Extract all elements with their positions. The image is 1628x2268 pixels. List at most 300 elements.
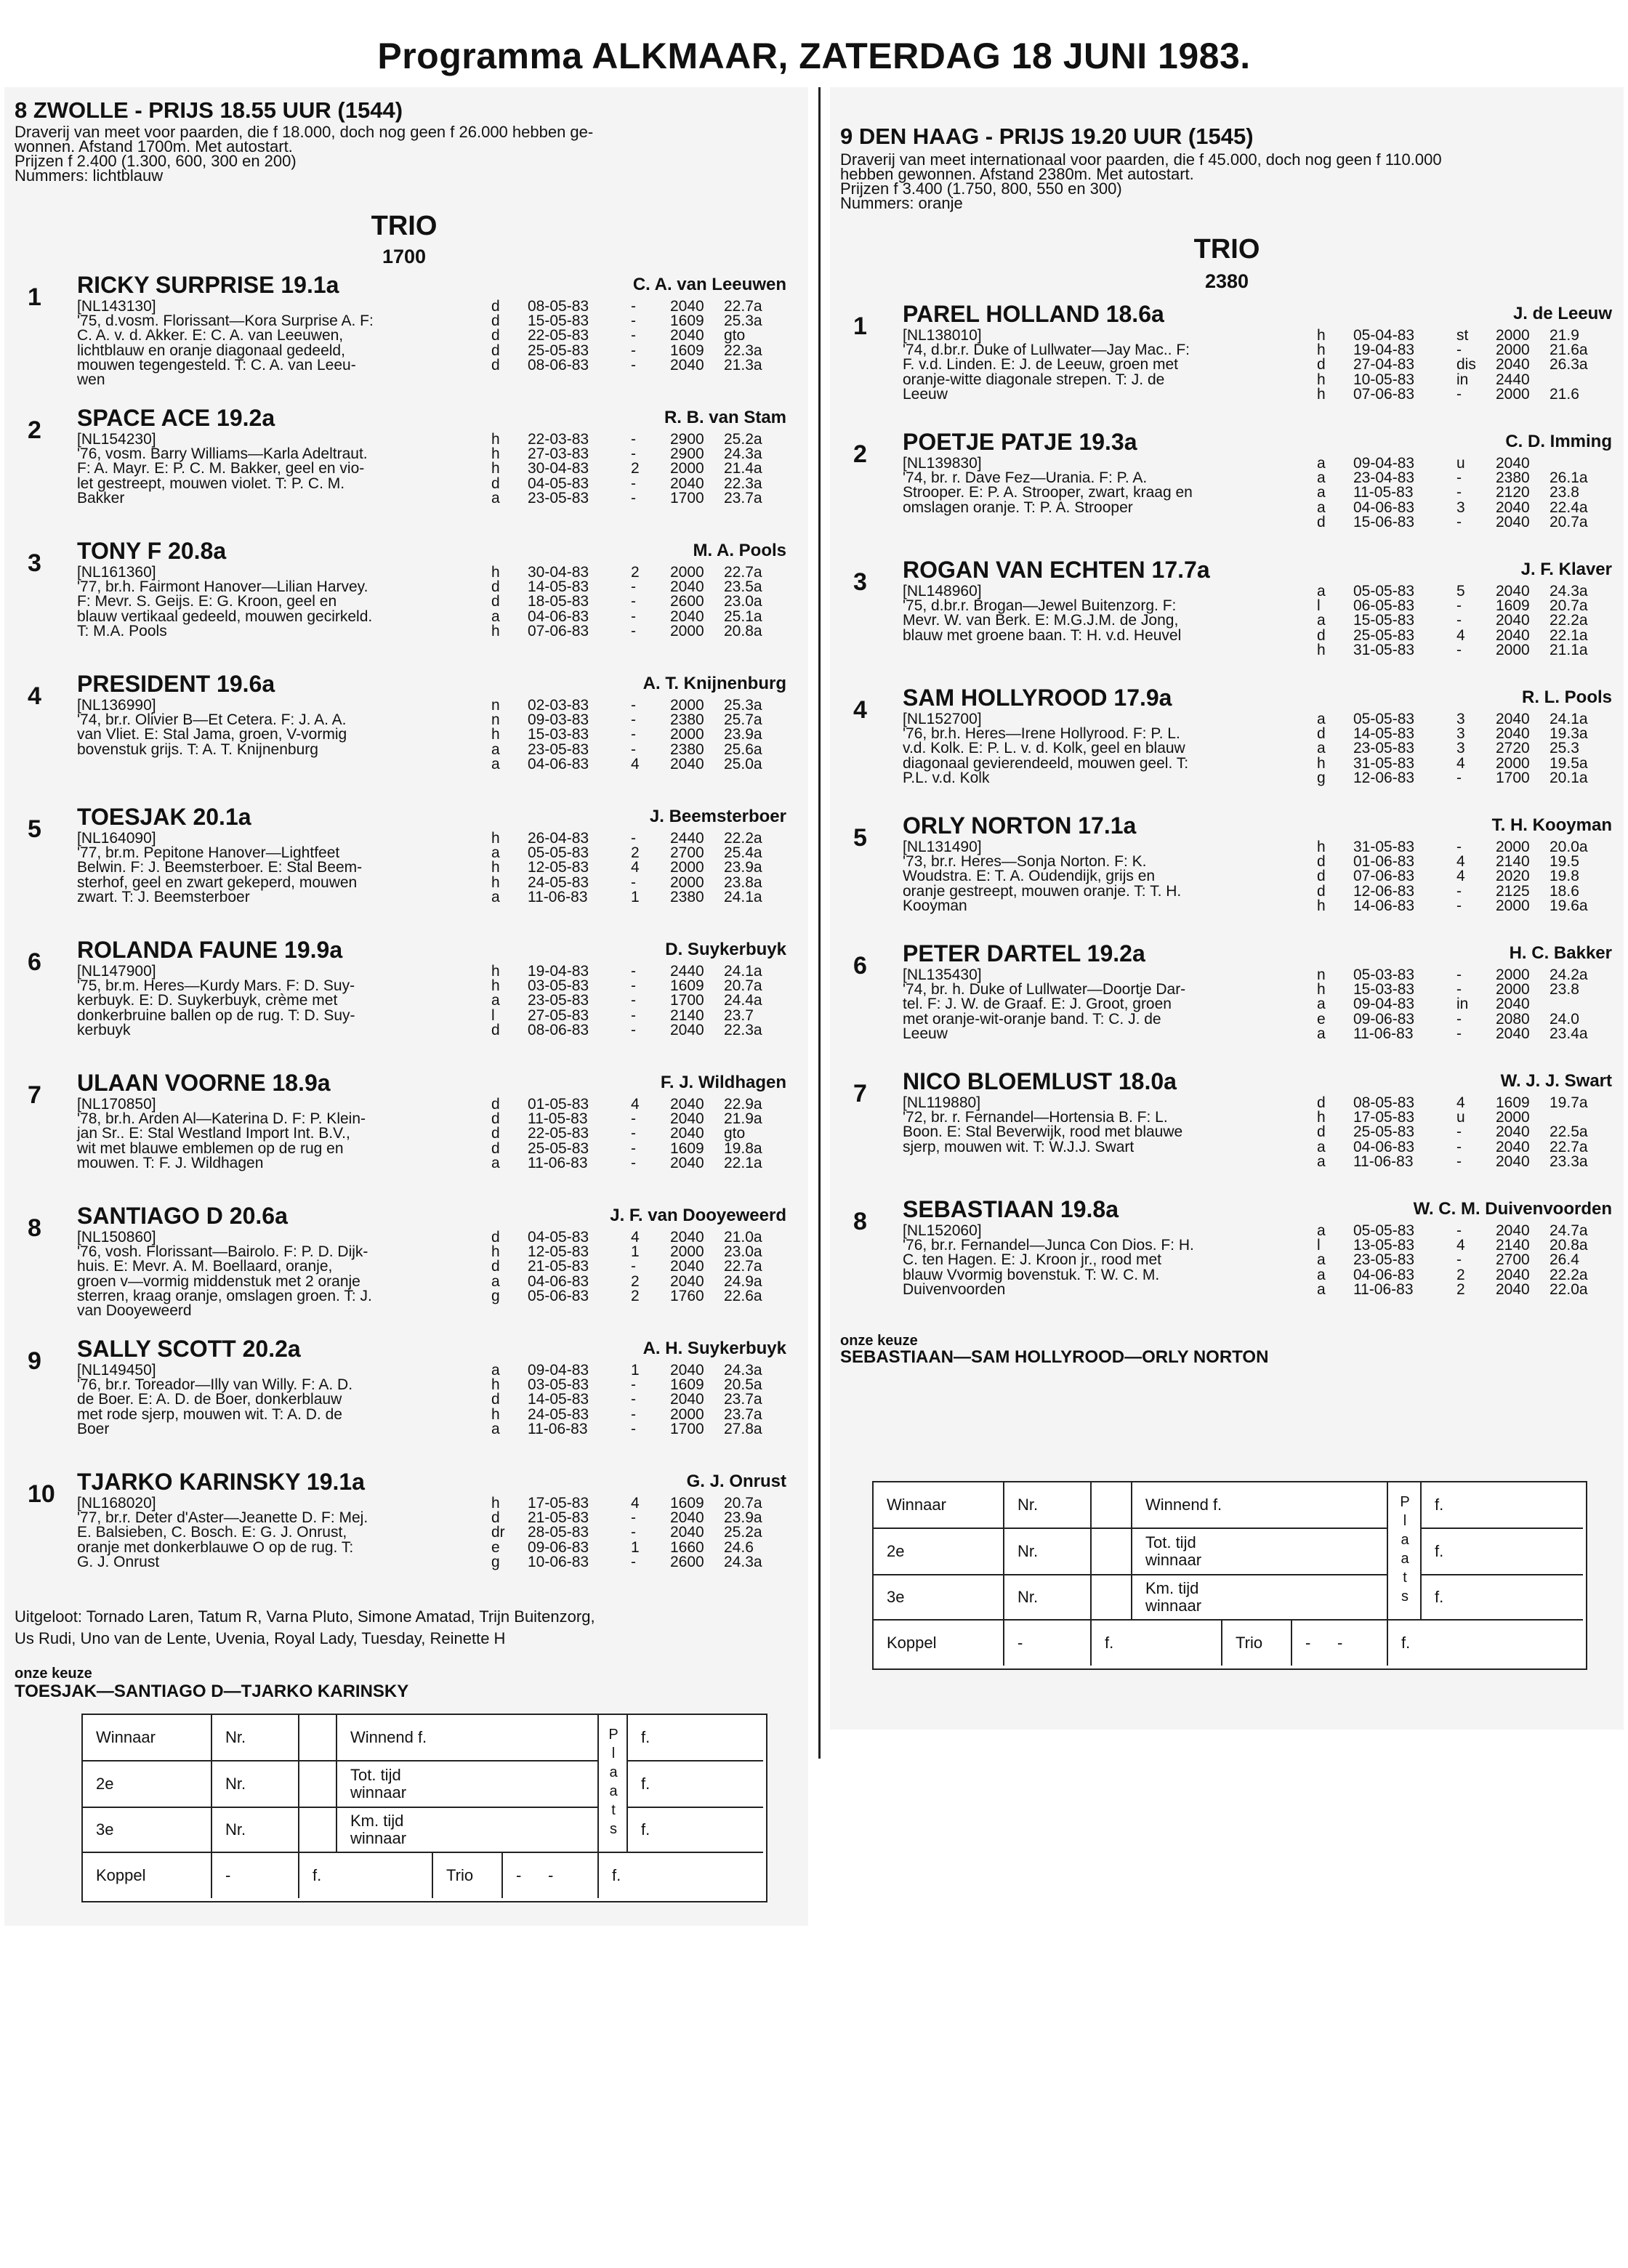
placing: - [1456, 342, 1462, 359]
race-8-column [4, 87, 808, 1926]
race-distance: 2720 [1496, 740, 1530, 757]
bet-nr-field[interactable] [1092, 1482, 1132, 1529]
race-distance: 2040 [670, 1524, 704, 1541]
km-time: 22.4a [1550, 499, 1588, 516]
horse-trainer: W. J. J. Swart [1500, 1071, 1612, 1091]
race-distance: 2000 [1496, 1109, 1530, 1126]
horse-number: 4 [853, 696, 867, 724]
km-time: 26.4 [1550, 1251, 1579, 1269]
horse-name: PAREL HOLLAND 18.6a [903, 301, 1164, 327]
placing: 4 [1456, 853, 1465, 871]
race-distance: 2040 [1496, 1025, 1530, 1042]
race-distance: 1700 [670, 992, 704, 1009]
bet-plaats-f-2[interactable]: f. [628, 1761, 763, 1808]
horse-trainer: J. de Leeuw [1512, 304, 1612, 323]
placing: 2 [631, 844, 640, 862]
race-9-info: Draverij van meet internationaal voor paarden, die f 45.000, doch nog geen f 110.000 hebben gewonnen. Afstand 2380m. Met autostart. Prijzen f 3.400 (1.750, 800, 550 en 300) Nummers: oranje [840, 150, 1442, 212]
bet-nr-field[interactable] [299, 1808, 337, 1853]
horse-description: [NL119880] '72, br. r. Fernandel—Hortensia B. F: L. Boon. E: Stal Beverwijk, rood met blauwe sjerp, mouwen wit. T: W.J.J. Swart [903, 1094, 1183, 1155]
placing: - [1456, 1251, 1462, 1269]
km-time: 21.0a [724, 1229, 762, 1246]
km-time: 23.8a [724, 873, 762, 891]
placing: - [631, 608, 636, 625]
race-date: 22-03-83 [528, 431, 589, 448]
placing: 4 [1456, 868, 1465, 885]
race-distance: 2040 [670, 1362, 704, 1379]
race-distance: 2000 [670, 697, 704, 714]
track-code: h [1317, 327, 1326, 344]
bet-koppel-dash: - [212, 1853, 299, 1898]
horse-description: [NL152060] '76, br.r. Fernandel—Junca Con Dios. F: H. C. ten Hagen. E: J. Kroon jr., rood met blauw Vvormig bovenstuk. T: W. C. M. Duivenvoorden [903, 1222, 1194, 1298]
horse-trainer: A. H. Suykerbuyk [642, 1339, 786, 1358]
race-date: 11-06-83 [1353, 1280, 1414, 1298]
km-time: 24.3a [724, 1362, 762, 1379]
km-time: 22.3a [724, 475, 762, 492]
race-date: 23-05-83 [528, 489, 589, 507]
bet-plaats-label: P l a a t s [608, 1727, 618, 1837]
race-date: 05-05-83 [1353, 711, 1415, 727]
race-distance: 2040 [1496, 1153, 1530, 1170]
km-time: 24.4a [724, 992, 762, 1009]
track-code: a [1317, 996, 1326, 1013]
horse-name: TJARKO KARINSKY 19.1a [77, 1469, 365, 1495]
bet-koppel-f[interactable]: f. [1092, 1621, 1222, 1666]
race-distance: 2000 [670, 873, 704, 891]
race-distance: 2140 [1496, 1237, 1530, 1254]
track-code: a [1317, 1222, 1326, 1239]
race-distance: 2040 [1496, 1138, 1530, 1155]
bet-winnend-label: Winnend f. [337, 1715, 599, 1761]
bet-tot-tijd-label: Tot. tijd winnaar [337, 1761, 599, 1808]
page-title: Programma ALKMAAR, ZATERDAG 18 JUNI 1983. [377, 36, 1251, 76]
km-time: 21.6 [1550, 385, 1579, 403]
km-time: 25.4a [724, 844, 762, 862]
horse-trainer: D. Suykerbuyk [665, 940, 786, 959]
km-time: 19.5a [1550, 754, 1588, 772]
km-time: 23.7 [724, 1006, 754, 1024]
track-code: a [1317, 499, 1326, 516]
track-code: a [491, 608, 500, 625]
placing: - [1456, 385, 1462, 403]
race-distance: 1609 [1496, 1094, 1530, 1111]
race-date: 10-06-83 [528, 1553, 589, 1570]
track-code: e [491, 1538, 500, 1556]
placing: - [631, 977, 636, 995]
race-date: 21-05-83 [528, 1509, 589, 1527]
km-time: 25.3a [724, 697, 762, 714]
track-code: a [1317, 740, 1326, 757]
placing: - [1456, 981, 1462, 998]
race-8-header: 8 ZWOLLE - PRIJS 18.55 UUR (1544) [15, 97, 403, 123]
horse-name: RICKY SURPRISE 19.1a [77, 272, 339, 298]
race-distance: 2125 [1496, 882, 1530, 900]
race-distance: 2000 [670, 859, 704, 876]
horse-trainer: J. F. Klaver [1520, 560, 1612, 579]
placing: - [631, 1391, 636, 1408]
track-code: h [1317, 839, 1326, 855]
bet-trio-dashes: - - [503, 1853, 599, 1898]
placing: - [1456, 769, 1462, 786]
placing: - [631, 489, 636, 507]
placing: in [1456, 996, 1469, 1013]
race-distance: 2040 [670, 1509, 704, 1527]
race-date: 09-04-83 [1353, 996, 1415, 1013]
horse-entry [830, 429, 1622, 552]
km-time: 22.7a [724, 1258, 762, 1275]
placing: 4 [631, 1495, 640, 1512]
horse-description: [NL136990] '74, br.r. Olivier B—Et Cetera. F: J. A. A. van Vliet. E: Stal Jama, groen, V-vormig bovenstuk grijs. T: A. T. Knijnenburg [77, 697, 347, 758]
track-code: h [491, 859, 500, 876]
placing: - [631, 1376, 636, 1394]
bet-winnend-label: Winnend f. [1132, 1482, 1388, 1529]
km-time: 23.8 [1550, 981, 1579, 998]
race-date: 27-04-83 [1353, 356, 1415, 374]
bet-nr-field[interactable] [299, 1761, 337, 1808]
bet-plaats-f-2[interactable]: f. [1422, 1529, 1583, 1575]
race-date: 09-04-83 [528, 1362, 589, 1379]
track-code: d [491, 312, 500, 330]
placing: - [1456, 882, 1462, 900]
track-code: n [491, 711, 500, 729]
km-time: 22.5a [1550, 1123, 1588, 1141]
race-9-column [830, 87, 1624, 1730]
bet-trio-f[interactable]: f. [1401, 1634, 1411, 1652]
race-distance: 2040 [670, 1272, 704, 1290]
horse-description: [NL168020] '77, br.r. Deter d'Aster—Jeanette D. F: Mej. E. Balsieben, C. Bosch. E: G. J. Onrust, oranje met donkerblauwe O op de rug. T: G. J. Onrust [77, 1495, 368, 1570]
placing: 4 [631, 1096, 640, 1113]
placing: - [631, 593, 636, 610]
placing: - [1456, 897, 1462, 914]
km-time: 22.6a [724, 1287, 762, 1304]
bet-derde-label: 3e [83, 1808, 212, 1853]
horse-entry [4, 1469, 797, 1592]
race-distance: 2040 [1496, 725, 1530, 743]
bet-koppel-f[interactable]: f. [299, 1853, 433, 1898]
placing: - [631, 356, 636, 374]
race-distance: 1700 [670, 489, 704, 507]
km-time: 23.8 [1550, 484, 1579, 501]
bet-plaats-f-1[interactable]: f. [628, 1715, 763, 1761]
race-distance: 2000 [670, 726, 704, 743]
km-time: 19.8a [724, 1139, 762, 1157]
race-date: 11-06-83 [528, 888, 588, 905]
race-distance: 1700 [670, 1420, 704, 1437]
horse-trainer: J. F. van Dooyeweerd [610, 1206, 786, 1225]
track-code: a [1317, 469, 1326, 487]
km-time: 20.7a [1550, 513, 1588, 530]
track-code: n [1317, 966, 1326, 983]
km-time: 23.3a [1550, 1153, 1588, 1170]
bet-plaats-f-3[interactable]: f. [1422, 1575, 1583, 1621]
bet-trio-f[interactable]: f. [612, 1866, 621, 1884]
placing: - [631, 963, 636, 980]
race-8-distance: 1700 [382, 246, 427, 267]
placing: - [631, 445, 636, 463]
race-date: 11-06-83 [528, 1420, 588, 1437]
race-distance: 2120 [1496, 484, 1530, 501]
horse-description: [NL148960] '75, d.br.r. Brogan—Jewel Buitenzorg. F: Mevr. W. van Berk. E: M.G.J.M. de Jong, blauw met groene baan. T: H. v.d. Heuvel [903, 583, 1182, 644]
race-distance: 2000 [1496, 342, 1530, 359]
race-distance: 2040 [670, 755, 704, 772]
horse-number: 7 [28, 1081, 41, 1109]
horse-entry [830, 940, 1622, 1064]
race-8-uitgeloot: Uitgeloot: Tornado Laren, Tatum R, Varna Pluto, Simone Amatad, Trijn Buitenzorg, Us Rudi, Uno van de Lente, Uvenia, Royal Lady, Tuesday, Reinette H [15, 1607, 595, 1647]
race-date: 11-05-83 [528, 1110, 588, 1128]
bet-plaats-f-3[interactable]: f. [628, 1808, 763, 1853]
race-date: 04-06-83 [528, 1272, 589, 1290]
race-date: 11-06-83 [528, 1154, 588, 1171]
horse-name: SEBASTIAAN 19.8a [903, 1196, 1119, 1222]
track-code: h [491, 460, 500, 477]
race-date: 31-05-83 [1353, 641, 1415, 658]
race-date: 13-05-83 [1353, 1237, 1415, 1254]
race-9-distance: 2380 [1204, 270, 1249, 292]
race-distance: 2380 [670, 888, 704, 905]
horse-number: 3 [853, 568, 867, 596]
placing: - [631, 1006, 636, 1024]
track-code: d [491, 1258, 500, 1275]
race-date: 23-05-83 [1353, 740, 1415, 757]
column-divider [818, 87, 821, 1759]
km-time: 23.4a [1550, 1025, 1588, 1042]
placing: - [1456, 1138, 1462, 1155]
track-code: h [491, 1376, 500, 1394]
km-time: 24.3a [724, 1553, 762, 1570]
horse-entry [4, 1203, 797, 1326]
horse-trainer: A. T. Knijnenburg [642, 674, 786, 693]
km-time: 19.5 [1550, 853, 1579, 871]
placing: 4 [631, 859, 640, 876]
race-date: 15-03-83 [1353, 981, 1415, 998]
placing: 4 [1456, 754, 1465, 772]
km-time: 25.3a [724, 312, 762, 330]
track-code: d [491, 1021, 500, 1038]
horse-trainer: G. J. Onrust [686, 1472, 786, 1491]
race-distance: 2380 [670, 740, 704, 758]
placing: 2 [631, 1287, 640, 1304]
km-time: 22.2a [1550, 612, 1588, 629]
track-code: d [1317, 356, 1326, 374]
bet-nr-field[interactable] [299, 1715, 337, 1761]
race-date: 07-06-83 [1353, 868, 1415, 885]
track-code: h [491, 564, 500, 581]
km-time: 22.3a [724, 342, 762, 359]
race-date: 22-05-83 [528, 327, 589, 344]
placing: 2 [1456, 1266, 1465, 1283]
track-code: d [491, 327, 500, 344]
km-time: 24.0 [1550, 1010, 1579, 1028]
race-date: 08-06-83 [528, 1021, 589, 1038]
race-distance: 2040 [1496, 583, 1530, 600]
km-time: 21.6a [1550, 342, 1588, 359]
horse-number: 8 [28, 1214, 41, 1242]
track-code: a [491, 844, 500, 862]
race-date: 27-05-83 [528, 1006, 589, 1024]
horse-number: 3 [28, 549, 41, 577]
placing: 3 [1456, 499, 1465, 516]
placing: - [631, 327, 636, 344]
race-date: 03-05-83 [528, 1376, 589, 1394]
race-distance: 1609 [1496, 597, 1530, 615]
track-code: n [491, 697, 500, 714]
bet-plaats-f-1[interactable]: f. [1422, 1482, 1583, 1529]
race-distance: 2000 [1496, 897, 1530, 914]
horse-trainer: R. L. Pools [1521, 687, 1612, 707]
track-code: d [1317, 626, 1326, 644]
race-distance: 2440 [1496, 371, 1530, 388]
km-time: 23.7a [724, 1405, 762, 1423]
km-time: 22.2a [1550, 1266, 1588, 1283]
bet-nr-label: Nr. [212, 1808, 299, 1853]
race-distance: 2000 [670, 1405, 704, 1423]
race-distance: 2040 [670, 1021, 704, 1038]
race-distance: 2040 [670, 298, 704, 315]
track-code: a [491, 1362, 500, 1379]
track-code: d [491, 298, 500, 315]
track-code: h [1317, 641, 1326, 658]
placing: - [631, 1524, 636, 1541]
race-9-bet-form [872, 1481, 1587, 1670]
race-date: 15-06-83 [1353, 513, 1415, 530]
track-code: a [1317, 484, 1326, 501]
race-distance: 2040 [670, 1110, 704, 1128]
km-time: 19.6a [1550, 897, 1588, 914]
track-code: d [491, 475, 500, 492]
horse-entry [830, 812, 1622, 936]
track-code: h [1317, 981, 1326, 998]
horse-number: 2 [853, 440, 867, 468]
track-code: d [491, 1096, 500, 1113]
track-code: h [1317, 897, 1326, 914]
placing: 1 [631, 888, 640, 905]
race-distance: 2000 [1496, 385, 1530, 403]
km-time: 19.8 [1550, 868, 1579, 885]
race-date: 15-05-83 [1353, 612, 1415, 629]
race-date: 14-05-83 [1353, 725, 1415, 743]
km-time: 24.6 [724, 1538, 754, 1556]
horse-entry [4, 671, 797, 794]
race-8-keuze-label: onze keuze [15, 1666, 92, 1682]
track-code: l [1317, 1237, 1321, 1254]
placing: - [631, 1125, 636, 1142]
race-date: 31-05-83 [1353, 754, 1415, 772]
horse-name: ULAAN VOORNE 18.9a [77, 1070, 331, 1096]
km-time: 21.4a [724, 460, 762, 477]
horse-number: 8 [853, 1208, 867, 1235]
horse-description: [NL138010] '74, d.br.r. Duke of Lullwater—Jay Mac.. F: F. v.d. Linden. E: J. de Leeuw, groen met oranje-witte diagonale strepen. T: J. de Leeuw [903, 327, 1190, 403]
race-date: 19-04-83 [1353, 342, 1415, 359]
track-code: a [491, 992, 500, 1009]
horse-entry [830, 1196, 1622, 1320]
track-code: h [491, 1243, 500, 1261]
race-date: 04-05-83 [528, 475, 589, 492]
horse-number: 10 [28, 1480, 55, 1508]
race-distance: 2040 [1496, 499, 1530, 516]
race-distance: 2040 [1496, 711, 1530, 727]
race-date: 23-05-83 [528, 992, 589, 1009]
track-code: h [1317, 385, 1326, 403]
placing: - [1456, 966, 1462, 983]
race-date: 05-04-83 [1353, 327, 1415, 344]
km-time: 20.0a [1550, 839, 1588, 855]
bet-winnaar-label: Winnaar [874, 1482, 1004, 1529]
race-date: 05-05-83 [528, 844, 589, 862]
km-time: 20.1a [1550, 769, 1588, 786]
placing: 2 [631, 1272, 640, 1290]
horse-name: NICO BLOEMLUST 18.0a [903, 1068, 1177, 1094]
race-date: 12-06-83 [1353, 769, 1415, 786]
track-code: a [491, 740, 500, 758]
km-time: 22.9a [724, 1096, 762, 1113]
horse-number: 7 [853, 1080, 867, 1107]
race-date: 09-03-83 [528, 711, 589, 729]
horse-trainer: R. B. van Stam [664, 408, 786, 427]
km-time: 25.1a [724, 608, 762, 625]
race-date: 10-05-83 [1353, 371, 1415, 388]
km-time: 22.7a [1550, 1138, 1588, 1155]
track-code: e [1317, 1010, 1326, 1028]
horse-name: PETER DARTEL 19.2a [903, 940, 1145, 966]
race-date: 23-05-83 [1353, 1251, 1415, 1269]
track-code: a [1317, 1025, 1326, 1042]
km-time: 21.3a [724, 356, 762, 374]
km-time: 23.7a [724, 489, 762, 507]
horse-entry [4, 272, 797, 395]
bet-nr-field[interactable] [1092, 1575, 1132, 1621]
race-distance: 2040 [1496, 626, 1530, 644]
track-code: h [491, 977, 500, 995]
race-date: 14-06-83 [1353, 897, 1415, 914]
horse-name: ORLY NORTON 17.1a [903, 812, 1137, 839]
bet-trio-label: Trio [1222, 1621, 1292, 1666]
horse-name: SANTIAGO D 20.6a [77, 1203, 288, 1229]
race-distance: 2040 [1496, 996, 1530, 1013]
placing: - [1456, 597, 1462, 615]
placing: - [631, 711, 636, 729]
race-8-trio-label: TRIO [371, 211, 438, 241]
placing: in [1456, 371, 1469, 388]
bet-nr-field[interactable] [1092, 1529, 1132, 1575]
race-distance: 2040 [670, 1154, 704, 1171]
placing: - [1456, 1025, 1462, 1042]
placing: - [1456, 1010, 1462, 1028]
placing: - [1456, 839, 1462, 855]
km-time: 24.2a [1550, 966, 1588, 983]
placing: - [631, 1405, 636, 1423]
placing: - [631, 1420, 636, 1437]
race-9-keuze: SEBASTIAAN—SAM HOLLYROOD—ORLY NORTON [840, 1347, 1269, 1367]
km-time: 22.7a [724, 564, 762, 581]
horse-number: 5 [28, 815, 41, 843]
horse-name: TONY F 20.8a [77, 538, 227, 564]
race-distance: 2040 [1496, 612, 1530, 629]
track-code: g [1317, 769, 1326, 786]
horse-number: 6 [28, 948, 41, 976]
km-time: 22.0a [1550, 1280, 1588, 1298]
race-date: 04-06-83 [1353, 1138, 1415, 1155]
bet-nr-label: Nr. [212, 1715, 299, 1761]
horse-number: 1 [853, 312, 867, 340]
placing: - [631, 697, 636, 714]
race-distance: 2040 [1496, 1222, 1530, 1239]
bet-plaats-label: P l a a t s [1400, 1494, 1410, 1605]
track-code: a [1317, 583, 1326, 600]
horse-entry [4, 405, 797, 528]
placing: - [631, 873, 636, 891]
placing: u [1456, 455, 1465, 472]
track-code: a [491, 1154, 500, 1171]
horse-name: PRESIDENT 19.6a [77, 671, 275, 697]
